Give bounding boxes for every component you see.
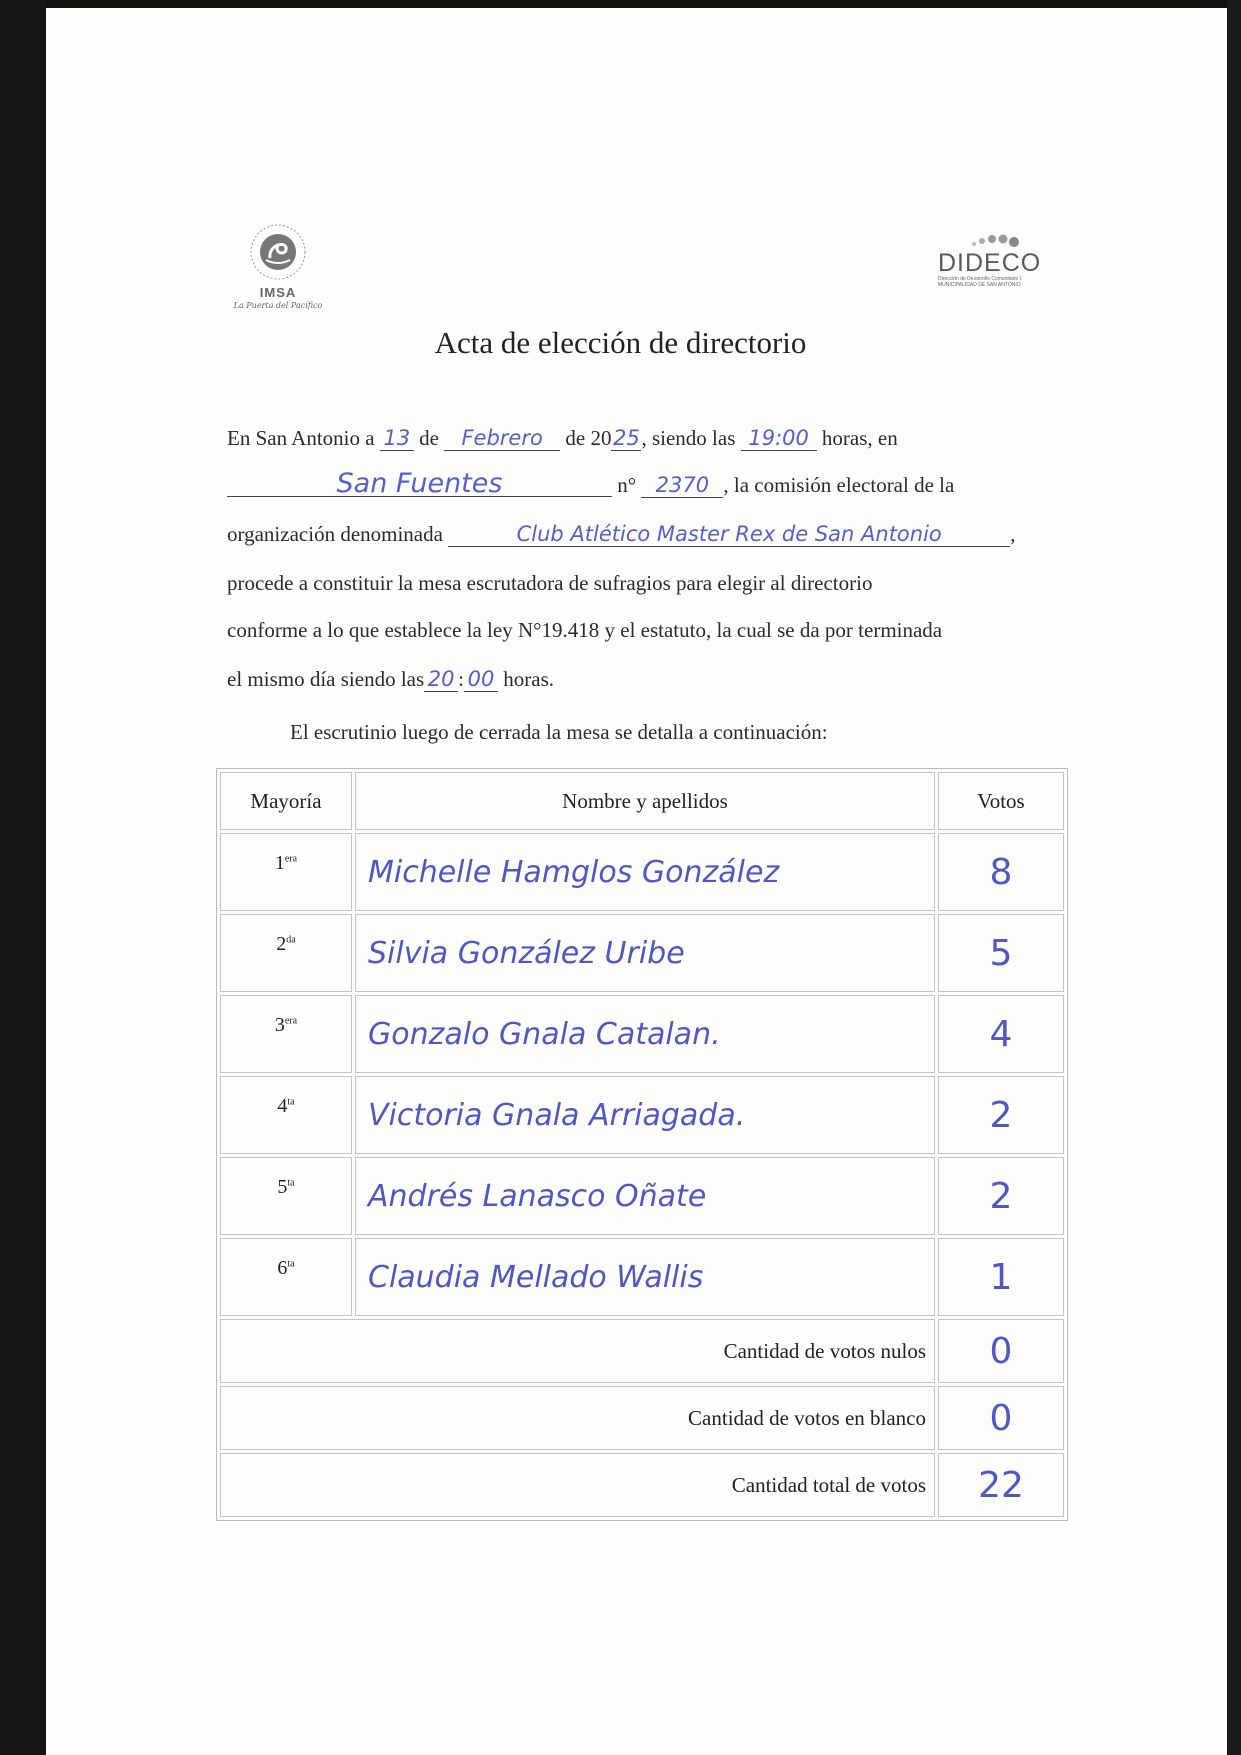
line-ley: conforme a lo que establece la ley N°19.418 y el estatuto, la cual se da por terminada xyxy=(227,618,943,642)
text-comision-electoral: , la comisión electoral de la xyxy=(723,473,955,497)
candidate-votes: 4 xyxy=(989,1013,1013,1055)
text-horas-en: horas, en xyxy=(821,426,898,450)
field-organization-name: Club Atlético Master Rex de San Antonio xyxy=(448,522,1010,547)
candidate-votes: 5 xyxy=(989,932,1013,974)
dideco-logo xyxy=(938,232,1050,312)
null-votes-label: Cantidad de votos nulos xyxy=(220,1319,935,1383)
text-mismo-dia: el mismo día siendo las xyxy=(227,667,425,691)
field-end-hour: 20 xyxy=(424,667,458,692)
line-end-time xyxy=(227,667,1053,692)
text-de-20: de 20 xyxy=(565,426,612,450)
rank-cell xyxy=(220,1238,352,1316)
rank-number: 2 xyxy=(276,933,287,955)
blank-votes-cell xyxy=(938,1386,1064,1450)
header-votes: Votos xyxy=(938,772,1064,830)
line-address xyxy=(227,468,1053,499)
table-row xyxy=(220,833,1064,911)
text-siendo-las: , siendo las xyxy=(641,426,736,450)
dideco-subtitle: Dirección de Desarrollo Comunitario I. MUNICIPALIDAD DE SAN ANTONIO xyxy=(938,276,1023,288)
document-title: Acta de elección de directorio xyxy=(434,325,807,360)
null-votes-row xyxy=(220,1319,1064,1383)
votes-cell xyxy=(938,1238,1064,1316)
scan-border-top xyxy=(0,0,1241,8)
scan-border-left xyxy=(0,0,46,1755)
field-year: 25 xyxy=(613,426,640,450)
text-horas: horas. xyxy=(503,667,554,691)
rank-cell xyxy=(220,1076,352,1154)
rank-suffix: ta xyxy=(287,1096,295,1108)
candidate-name: Michelle Hamglos González xyxy=(368,854,780,890)
table-row xyxy=(220,1076,1064,1154)
text-organizacion-denominada: organización denominada xyxy=(227,522,443,546)
line-organization xyxy=(227,522,1053,547)
line-procede: procede a constituir la mesa escrutadora de sufragios para elegir al directorio xyxy=(227,571,873,595)
rank-number: 6 xyxy=(277,1257,288,1279)
candidate-votes: 1 xyxy=(989,1256,1013,1298)
name-cell xyxy=(355,995,935,1073)
table-row xyxy=(220,995,1064,1073)
rank-number: 5 xyxy=(277,1176,288,1198)
rank-cell xyxy=(220,914,352,992)
scan-border-right xyxy=(1227,0,1241,1755)
total-votes-cell xyxy=(938,1453,1064,1517)
field-start-time: 19:00 xyxy=(741,426,817,451)
table-header-row xyxy=(220,772,1064,830)
header-name: Nombre y apellidos xyxy=(355,772,935,830)
rank-number: 3 xyxy=(274,1014,285,1036)
text-numero: n° xyxy=(617,473,637,497)
name-cell xyxy=(355,1238,935,1316)
imsa-abbr: IMSA xyxy=(259,285,297,300)
rank-suffix: ta xyxy=(287,1177,295,1189)
text-en-san-antonio: En San Antonio a xyxy=(227,426,375,450)
total-votes-label: Cantidad total de votos xyxy=(220,1453,935,1517)
rank-suffix: era xyxy=(284,1015,298,1027)
blank-votes-label: Cantidad de votos en blanco xyxy=(220,1386,935,1450)
dideco-brand: DIDECO xyxy=(938,249,1042,277)
imsa-motto: La Puerta del Pacífico xyxy=(233,301,323,310)
field-day: 13 xyxy=(380,426,414,451)
rank-cell xyxy=(220,995,352,1073)
line-escrutinio: El escrutinio luego de cerrada la mesa se detalla a continuación: xyxy=(290,720,828,744)
candidate-name: Victoria Gnala Arriagada. xyxy=(368,1097,746,1133)
candidate-name: Claudia Mellado Wallis xyxy=(368,1259,704,1295)
votes-cell xyxy=(938,995,1064,1073)
line-date xyxy=(227,426,1053,451)
rank-suffix: ta xyxy=(287,1258,295,1270)
candidate-votes: 2 xyxy=(989,1094,1013,1136)
table-row xyxy=(220,1238,1064,1316)
table-row xyxy=(220,1157,1064,1235)
dideco-dots-icon xyxy=(968,232,1028,248)
name-cell xyxy=(355,1157,935,1235)
rank-number: 1 xyxy=(274,852,285,874)
total-votes-value: 22 xyxy=(978,1464,1024,1506)
votes-cell xyxy=(938,1076,1064,1154)
name-cell xyxy=(355,833,935,911)
candidate-name: Silvia González Uribe xyxy=(368,935,685,971)
name-cell xyxy=(355,1076,935,1154)
field-street: San Fuentes xyxy=(227,472,612,497)
table-row xyxy=(220,914,1064,992)
results-table xyxy=(216,768,1068,1521)
rank-suffix: da xyxy=(286,934,296,946)
name-cell xyxy=(355,914,935,992)
null-votes-cell xyxy=(938,1319,1064,1383)
rank-cell xyxy=(220,1157,352,1235)
text-de: de xyxy=(419,426,439,450)
field-street-number: 2370 xyxy=(641,473,723,498)
total-votes-row xyxy=(220,1453,1064,1517)
imsa-seal-icon xyxy=(248,222,308,282)
blank-votes-value: 0 xyxy=(989,1397,1013,1439)
text-comma: , xyxy=(1010,522,1016,546)
votes-cell xyxy=(938,914,1064,992)
candidate-votes: 2 xyxy=(989,1175,1013,1217)
field-month: Febrero xyxy=(444,426,560,451)
rank-number: 4 xyxy=(277,1095,288,1117)
header-rank: Mayoría xyxy=(220,772,352,830)
rank-cell xyxy=(220,833,352,911)
blank-votes-row xyxy=(220,1386,1064,1450)
imsa-logo xyxy=(222,222,334,318)
field-end-minute: 00 xyxy=(464,667,498,692)
candidate-name: Gonzalo Gnala Catalan. xyxy=(368,1016,721,1052)
votes-cell xyxy=(938,1157,1064,1235)
candidate-name: Andrés Lanasco Oñate xyxy=(368,1178,707,1214)
null-votes-value: 0 xyxy=(989,1330,1013,1372)
text-time-separator: : xyxy=(458,667,464,691)
rank-suffix: era xyxy=(284,853,298,865)
candidate-votes: 8 xyxy=(989,851,1013,893)
votes-cell xyxy=(938,833,1064,911)
